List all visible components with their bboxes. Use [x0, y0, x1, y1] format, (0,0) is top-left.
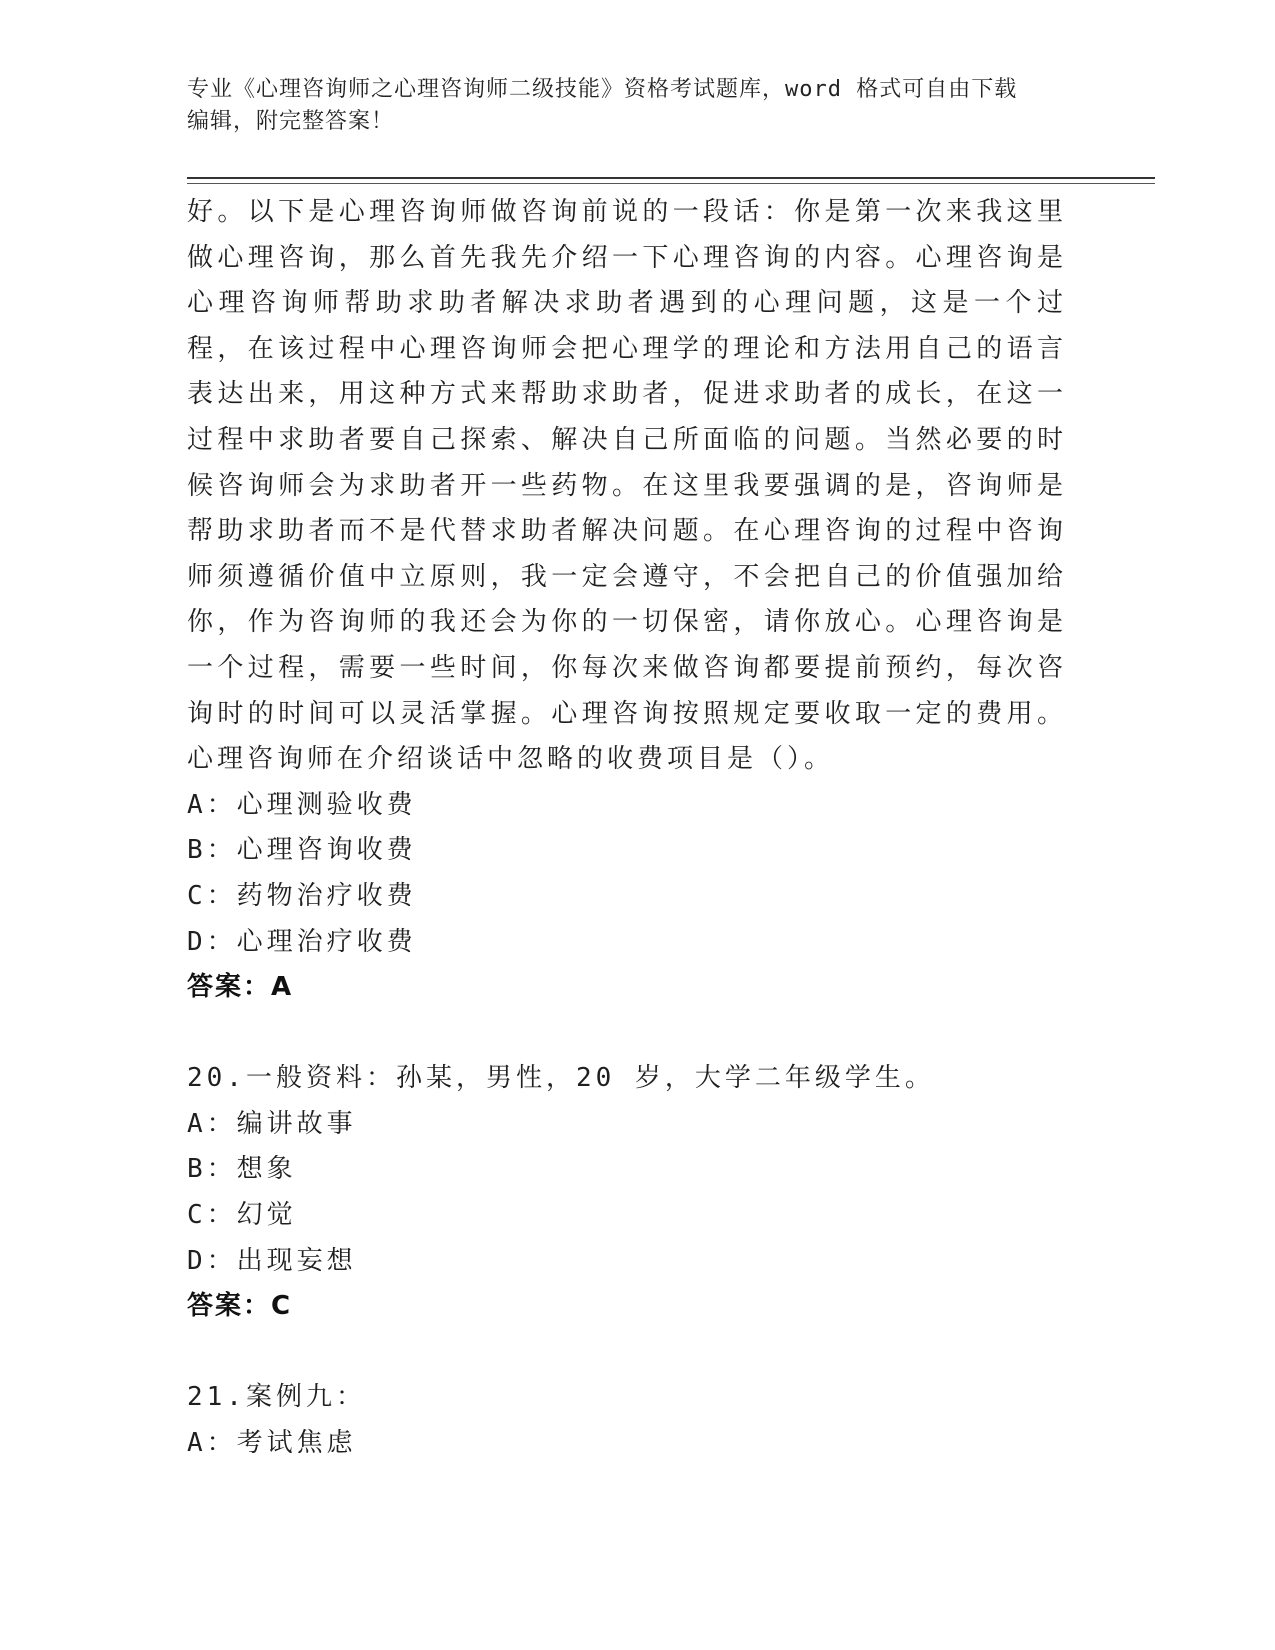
question-19-answer: 答案：A — [187, 972, 294, 1003]
question-20-option-a: A：编讲故事 — [187, 1108, 357, 1139]
question-21-option-a: A：考试焦虑 — [187, 1428, 357, 1459]
question-19-option-a: A：心理测验收费 — [187, 789, 417, 820]
header-divider-thick — [187, 177, 1155, 179]
question-20-option-b: B：想象 — [187, 1154, 297, 1185]
question-19-option-b: B：心理咨询收费 — [187, 835, 417, 866]
header-line-1: 专业《心理咨询师之心理咨询师二级技能》资格考试题库，word 格式可自由下载 — [187, 77, 1018, 102]
question-21-text: 21.案例九： — [187, 1382, 366, 1413]
question-20-option-c: C：幻觉 — [187, 1200, 297, 1231]
question-20-answer: 答案：C — [187, 1291, 293, 1322]
question-19-option-d: D：心理治疗收费 — [187, 926, 417, 957]
header-line-2: 编辑，附完整答案！ — [187, 109, 395, 134]
question-19-text: 好。以下是心理咨询师做咨询前说的一段话：你是第一次来我这里做心理咨询，那么首先我先介绍一下心理咨询的内容。心理咨询是心理咨询师帮助求助者解决求助者遇到的心理问题，这是一个过程，在该过程中心理咨询师会把心理学的理论和方法用自己的语言表达出来，用这种方式来帮助求助者，促进求助者的成长，在这一过程中求助者要自己探索、解决自己所面临的问题。当然必要的时候咨询师会为求助者开一些药物。在这里我要强调的是，咨询师是帮助求助者而不是代替求助者解决问题。在心理咨询的过程中咨询师须遵循价值中立原则，我一定会遵守，不会把自己的价值强加给你，作为咨询师的我还会为你的一切保密，请你放心。心理咨询是一个过程，需要一些时间，你每次来做咨询都要提前预约，每次咨询时的时间可以灵活掌握。心理咨询按照规定要收取一定的费用。心理咨询师在介绍谈话中忽略的收费项目是（）。 — [187, 197, 1067, 775]
document-body — [187, 190, 1067, 1467]
spacer — [187, 1330, 1067, 1376]
spacer — [187, 1011, 1067, 1057]
question-19-option-c: C：药物治疗收费 — [187, 880, 417, 911]
question-20-option-d: D：出现妄想 — [187, 1245, 357, 1276]
header-divider-thin — [187, 183, 1155, 184]
question-20-text: 20.一般资料：孙某，男性，20 岁，大学二年级学生。 — [187, 1063, 935, 1094]
document-header — [187, 74, 1067, 138]
